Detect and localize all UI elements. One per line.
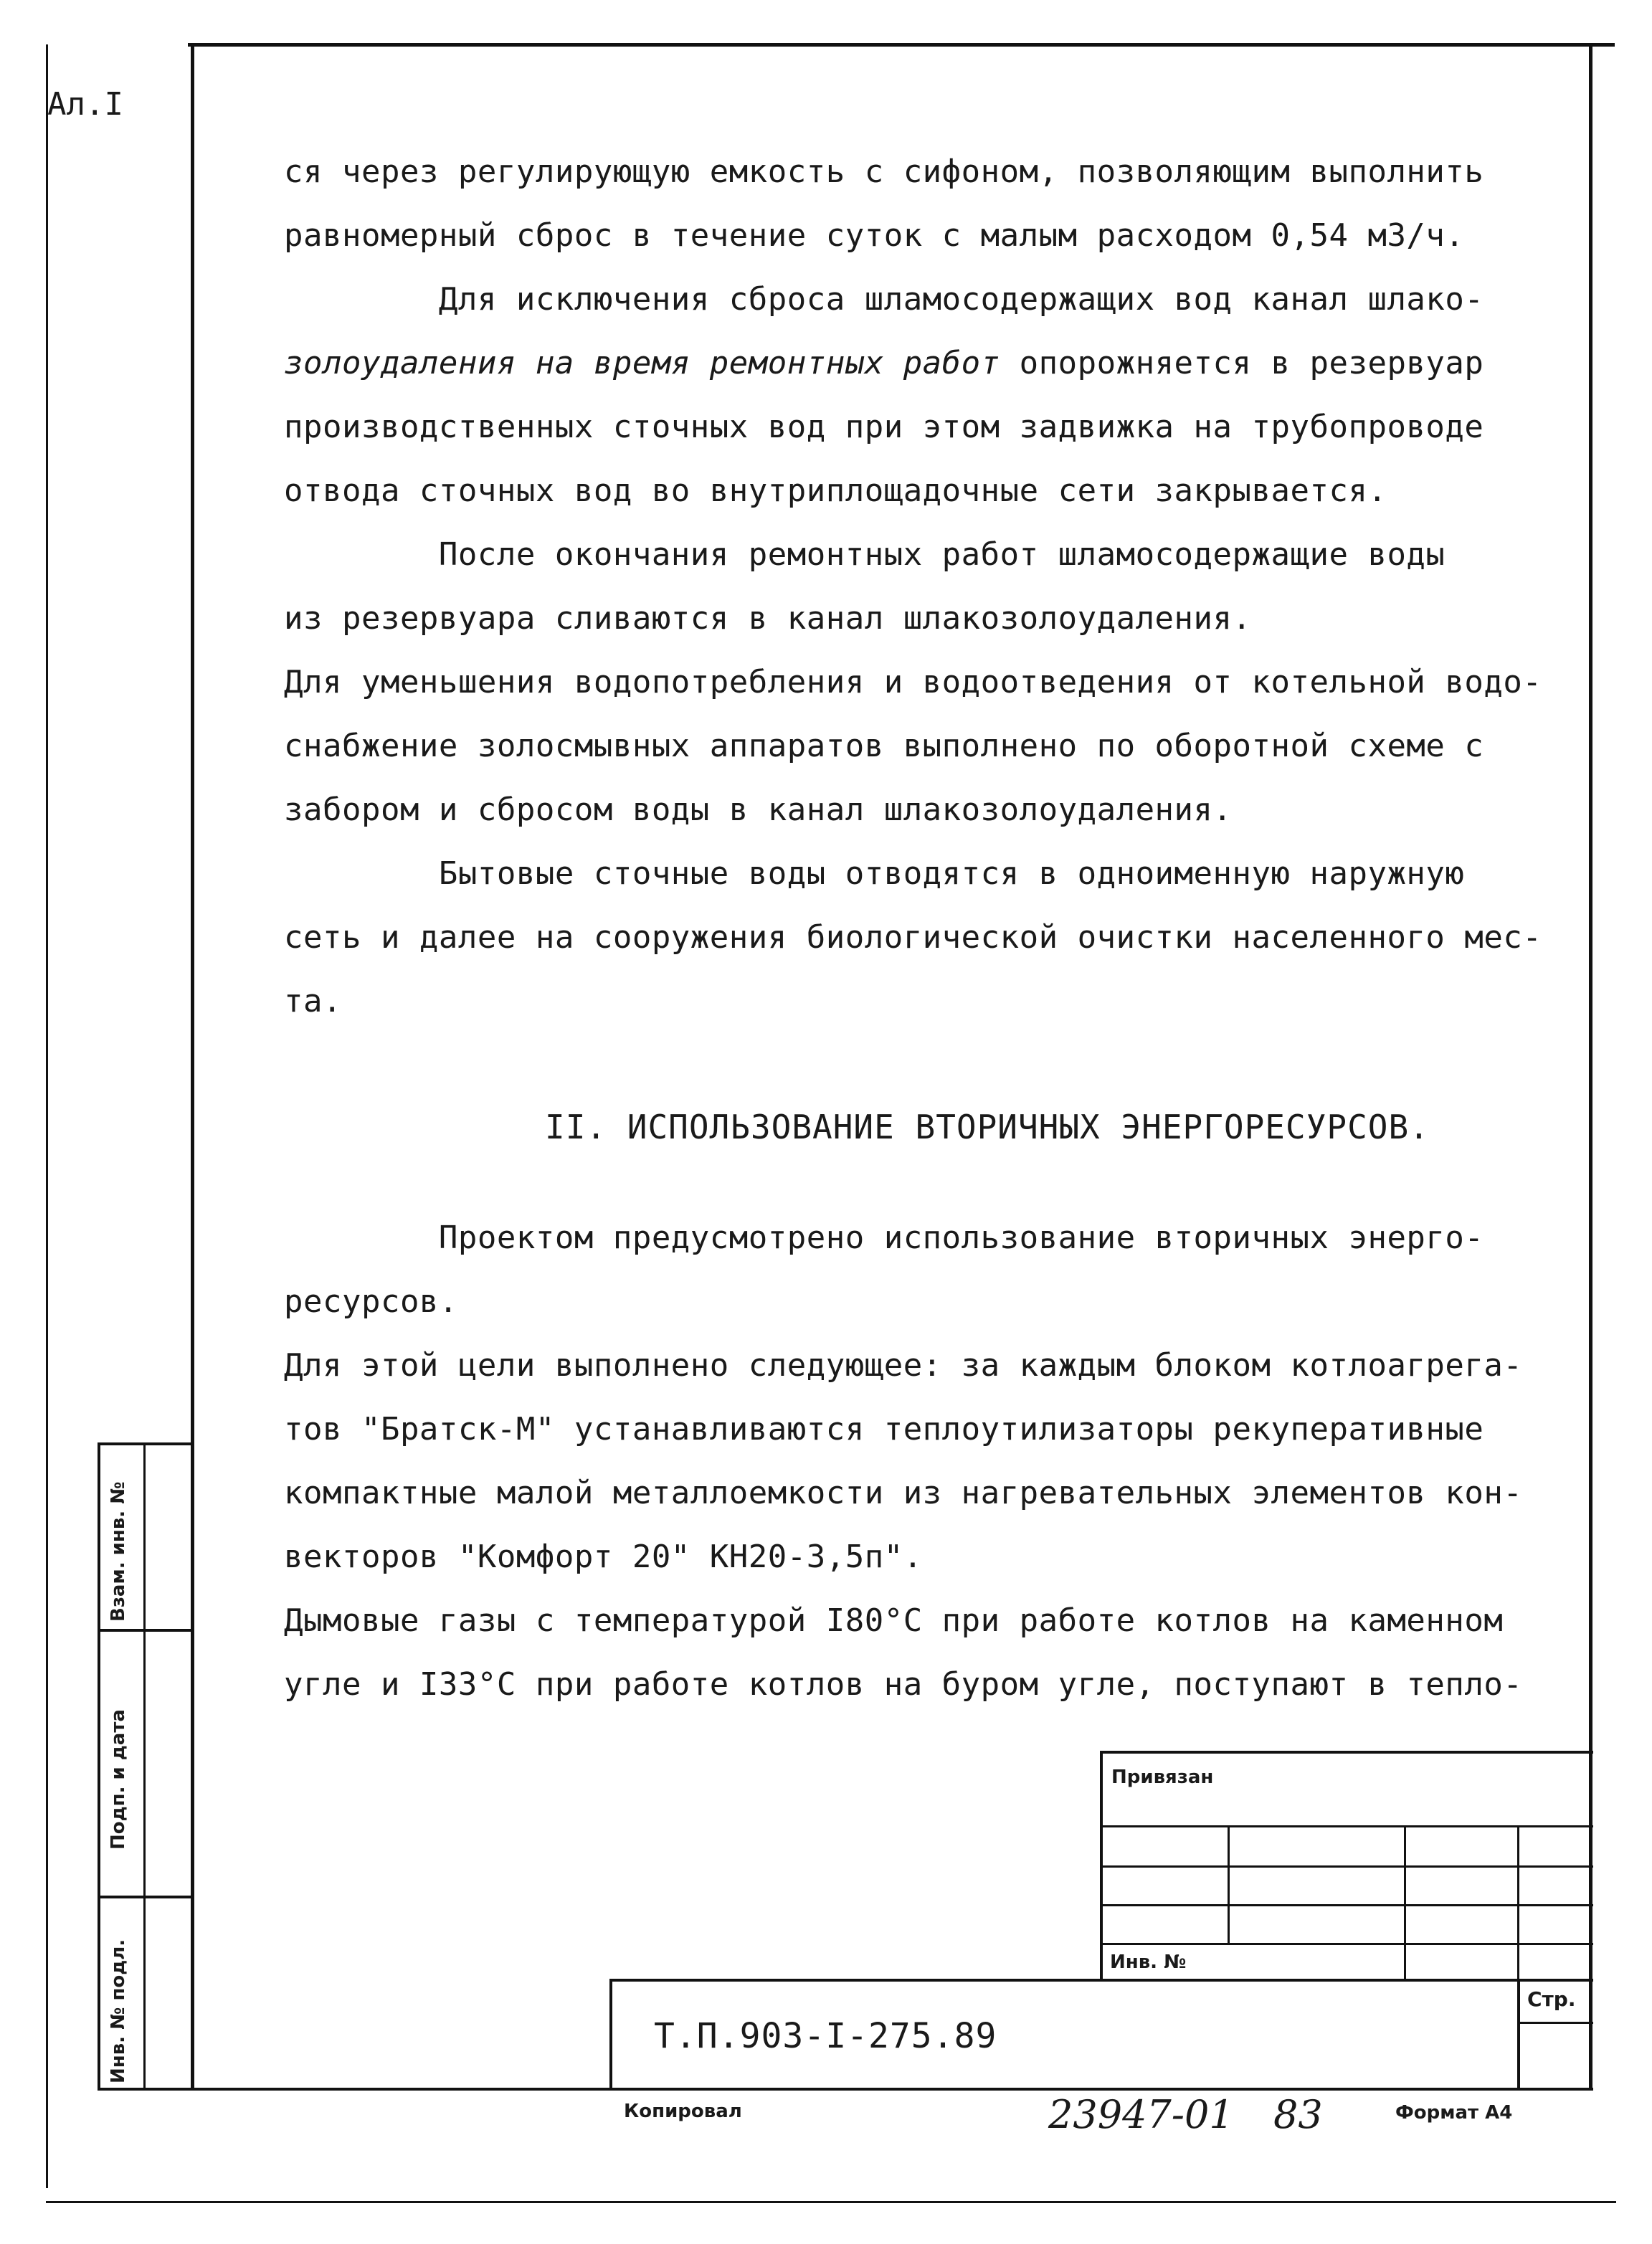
text-line: Для уменьшения водопотребления и водоотведения от котельной водо-: [284, 664, 1542, 700]
page-number: 83: [1273, 2092, 1323, 2137]
text-line: ся через регулирующую емкость с сифоном, позволяющим выполнить: [284, 153, 1484, 190]
doc-code: Т.П.903-I-275.89: [654, 2016, 997, 2056]
text-line: снабжение золосмывных аппаратов выполнено по оборотной схеме с: [284, 728, 1484, 764]
format-label: Формат А4: [1395, 2102, 1513, 2124]
text-line: отвода сточных вод во внутриплощадочные сети закрывается.: [284, 472, 1387, 509]
sheet-label: Ал.I: [47, 86, 123, 123]
text-line: После окончания ремонтных работ шламосодержащие воды: [284, 536, 1446, 573]
text-line: Для исключения сброса шламосодержащих вод канал шлако-: [284, 281, 1484, 318]
frame-right: [1589, 44, 1592, 2091]
text-line: забором и сбросом воды в канал шлакозолоудаления.: [284, 791, 1233, 828]
text-line: равномерный сброс в течение суток с малым расходом 0,54 м3/ч.: [284, 217, 1465, 254]
frame-top: [188, 43, 1615, 47]
text-line: Проектом предусмотрено использование вторичных энерго-: [284, 1220, 1484, 1256]
text-line: Дымовые газы с температурой I80°С при работе котлов на каменном: [284, 1602, 1504, 1639]
text-line: Для этой цели выполнено следующее: за каждым блоком котлоагрега-: [284, 1347, 1523, 1384]
text-line: ресурсов.: [284, 1283, 458, 1320]
left-binding-line: [46, 44, 48, 2188]
page-label: Стр.: [1527, 1987, 1576, 2011]
text-line: сеть и далее на сооружения биологической очистки населенного мес-: [284, 919, 1542, 956]
text-line: производственных сточных вод при этом задвижка на трубопроводе: [284, 409, 1484, 445]
text-line: Бытовые сточные воды отводятся в одноименную наружную: [284, 855, 1465, 892]
text-line: [284, 346, 1567, 381]
text-line: из резервуара сливаются в канал шлакозолоудаления.: [284, 600, 1252, 637]
page-bottom-line: [46, 2201, 1616, 2203]
vzam-label: Взам. инв. №: [108, 1481, 129, 1622]
text-line: компактные малой металлоемкости из нагревательных элементов кон-: [284, 1475, 1523, 1511]
section-heading: II. ИСПОЛЬЗОВАНИЕ ВТОРИЧНЫХ ЭНЕРГОРЕСУРСОВ.: [545, 1108, 1430, 1146]
text-line: та.: [284, 983, 342, 1019]
text-line: векторов "Комфорт 20" КН20-3,5п".: [284, 1539, 923, 1575]
frame-bottom: [98, 2088, 1593, 2091]
text-fragment: опорожняется в резервуар: [1000, 345, 1484, 381]
privyazan-label: Привязан: [1111, 1767, 1214, 1788]
text-line: тов "Братск-М" устанавливаются теплоутилизаторы рекуперативные: [284, 1411, 1484, 1447]
text-line: угле и I33°С при работе котлов на буром угле, поступают в тепло-: [284, 1666, 1523, 1703]
podp-label: Подп. и дата: [108, 1709, 129, 1850]
copied-label: Копировал: [624, 2101, 742, 2122]
italic-fragment: золоудаления на время ремонтных работ: [284, 345, 1000, 381]
document-number: 23947-01: [1048, 2092, 1234, 2137]
inv-no-label: Инв. №: [1110, 1951, 1187, 1973]
inv-label: Инв. № подл.: [108, 1939, 129, 2083]
frame-left: [191, 43, 194, 2091]
